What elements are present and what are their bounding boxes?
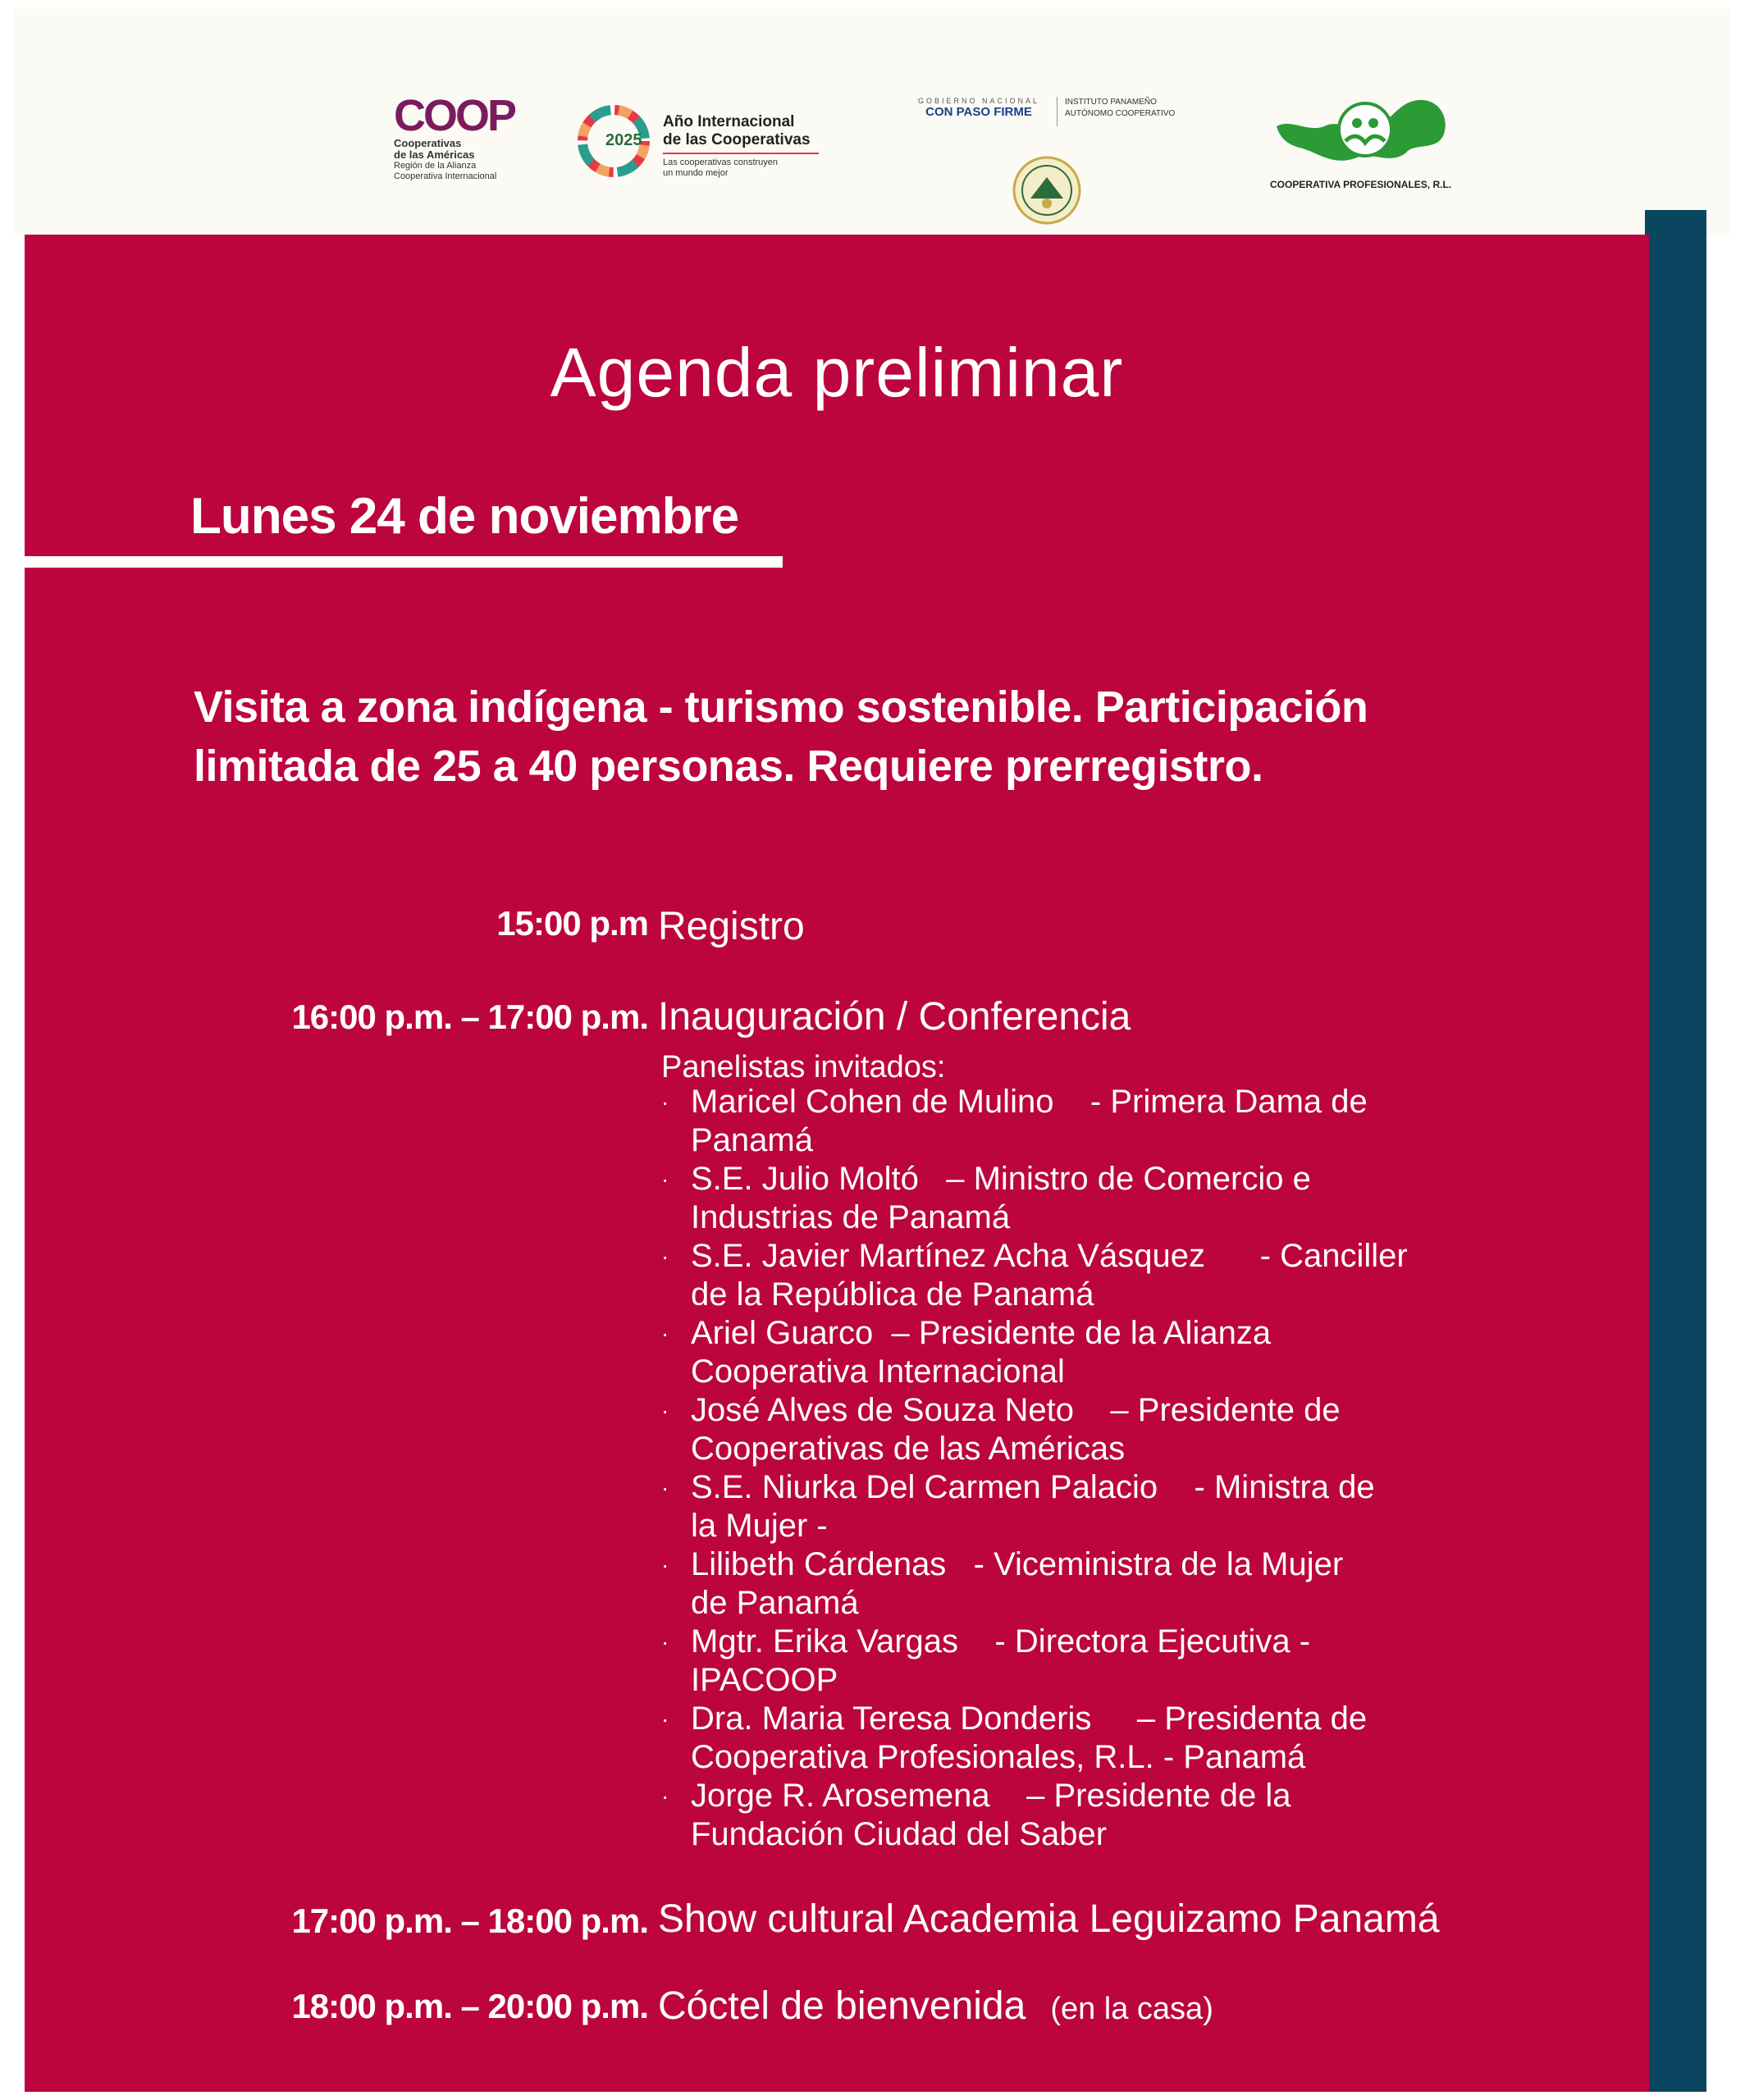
list-item [661,1468,1432,1545]
page-title: Agenda preliminar [550,334,1124,411]
panelists-label: Panelistas invitados: [661,1050,946,1084]
panelist-line: Cooperativas de las Américas [691,1431,1126,1467]
bullet-icon: · [661,1629,669,1655]
ipacoop-line2: AUTÓNOMO COOPERATIVO [1065,109,1176,118]
year-tagline1: Las cooperativas construyen [663,158,779,167]
coop-logo-line2: de las Américas [394,148,475,161]
list-item [661,1777,1432,1854]
panelist-line: Cooperativa Profesionales, R.L. - Panamá [691,1739,1306,1775]
panelist-line: IPACOOP [691,1662,838,1698]
panelist-line: S.E. Niurka Del Carmen Palacio - Ministra de [691,1469,1375,1505]
logo-header [15,8,1729,235]
intro-line-2: limitada de 25 a 40 personas. Requiere prerregistro. [194,742,1263,791]
coop-logo-line1: Cooperativas [394,137,462,149]
gov-line1: GOBIERNO NACIONAL [917,97,1040,105]
year-title-line1: Año Internacional [663,113,795,130]
list-item [661,1391,1432,1468]
bullet-icon: · [661,1244,669,1269]
list-item [661,1623,1432,1700]
year-divider [663,153,819,154]
ipacoop-seal-icon [1012,156,1081,225]
gov-divider [1057,97,1058,126]
international-year-logo [573,94,843,192]
government-ipacoop-logo [901,94,1196,233]
list-item [661,1314,1432,1391]
panelist-line: S.E. Julio Moltó – Ministro de Comercio e [691,1161,1311,1197]
bullet-icon: · [661,1166,669,1192]
list-item [661,1545,1432,1623]
agenda-panel [25,235,1649,2092]
profesionales-name: COOPERATIVA PROFESIONALES, R.L. [1270,179,1452,190]
bullet-icon: · [661,1552,669,1577]
agenda-event-4 [658,1984,1213,2029]
panelist-line: Dra. Maria Teresa Donderis – Presidenta de [691,1701,1368,1737]
panelist-line: la Mujer - [691,1508,828,1544]
bullet-icon: · [661,1398,669,1423]
bullet-icon: · [661,1321,669,1346]
panelist-line: Jorge R. Arosemena – Presidente de la [691,1778,1291,1814]
agenda-event-4-title: Cóctel de bienvenida [658,1984,1026,2028]
agenda-intro [194,678,1506,796]
agenda-time-2: 16:00 p.m. – 17:00 p.m. [291,998,648,1036]
agenda-time-3: 17:00 p.m. – 18:00 p.m. [291,1901,648,1940]
panelist-line: José Alves de Souza Neto – Presidente de [691,1392,1341,1428]
agenda-time-1: 15:00 p.m [496,904,648,943]
panelist-line: Lilibeth Cárdenas - Viceministra de la Mujer [691,1546,1344,1582]
coop-logo-line4: Cooperativa Internacional [394,171,497,181]
cooperativa-profesionales-logo [1270,94,1467,200]
gov-line2: CON PASO FIRME [925,105,1032,119]
agenda-event-3: Show cultural Academia Leguizamo Panamá [658,1897,1440,1941]
year-number: 2025 [605,131,642,149]
coop-logo-line3: Región de la Alianza [394,161,477,171]
ipacoop-line1: INSTITUTO PANAMEÑO [1065,98,1157,107]
bullet-icon: · [661,1706,669,1732]
coop-wordmark: COOP [394,91,515,140]
intro-line-1: Visita a zona indígena - turismo sostenible. Participación [194,682,1368,732]
panelist-line: Ariel Guarco – Presidente de la Alianza [691,1315,1272,1351]
agenda-time-4: 18:00 p.m. – 20:00 p.m. [291,1987,648,2025]
coop-americas-logo [394,91,533,200]
panelist-line: Industrias de Panamá [691,1199,1011,1235]
agenda-date: Lunes 24 de noviembre [190,488,739,545]
agenda-event-4-note: (en la casa) [1050,1992,1213,2026]
list-item [661,1237,1432,1314]
panelist-line: de Panamá [691,1585,859,1621]
list-item [661,1083,1432,1160]
agenda-event-2: Inauguración / Conferencia [658,995,1131,1039]
date-underline [25,556,783,568]
panelist-line: S.E. Javier Martínez Acha Vásquez - Canciller [691,1238,1408,1274]
panelists-list [661,1083,1432,1854]
bullet-icon: · [661,1089,669,1115]
panelist-line: Cooperativa Internacional [691,1354,1065,1390]
panama-map-hands-icon [1275,94,1455,172]
panelist-line: Maricel Cohen de Mulino - Primera Dama de [691,1084,1368,1120]
list-item [661,1700,1432,1777]
panelist-line: de la República de Panamá [691,1276,1094,1312]
panelist-line: Mgtr. Erika Vargas - Directora Ejecutiva - [691,1623,1311,1659]
list-item [661,1160,1432,1237]
bullet-icon: · [661,1783,669,1809]
bullet-icon: · [661,1475,669,1500]
agenda-event-1: Registro [658,905,805,948]
year-title-line2: de las Cooperativas [663,131,811,148]
year-tagline2: un mundo mejor [663,168,729,178]
panelist-line: Fundación Ciudad del Saber [691,1816,1108,1852]
panelist-line: Panamá [691,1122,813,1158]
side-accent-bar [1645,210,1706,2092]
